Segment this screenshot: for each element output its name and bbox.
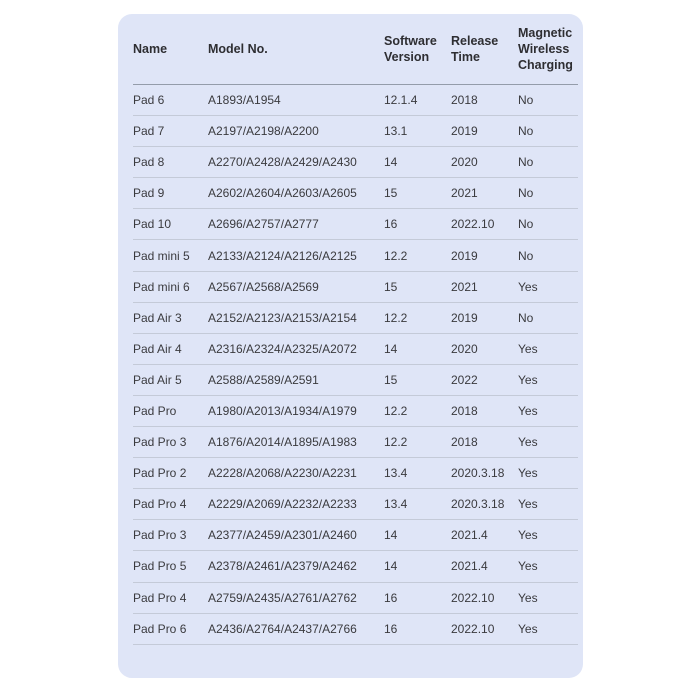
cell-release-time: 2020 (451, 155, 478, 170)
cell-model-no: A1893/A1954 (208, 93, 281, 108)
cell-model-no: A2316/A2324/A2325/A2072 (208, 341, 357, 356)
cell-software-version: 16 (384, 621, 398, 636)
cell-magnetic-charging: No (518, 155, 534, 170)
table-row (133, 551, 578, 582)
cell-name: Pad Pro 3 (133, 528, 187, 543)
cell-release-time: 2018 (451, 435, 478, 450)
table-row (133, 396, 578, 427)
cell-magnetic-charging: No (518, 93, 534, 108)
cell-software-version: 14 (384, 528, 398, 543)
table-row (133, 303, 578, 334)
column-header-model-no: Model No. (208, 41, 268, 56)
cell-magnetic-charging: Yes (518, 559, 538, 574)
table-row (133, 85, 578, 116)
cell-model-no: A1876/A2014/A1895/A1983 (208, 435, 357, 450)
cell-name: Pad 9 (133, 186, 165, 201)
cell-release-time: 2022.10 (451, 621, 495, 636)
cell-model-no: A2152/A2123/A2153/A2154 (208, 310, 357, 325)
cell-release-time: 2020.3.18 (451, 497, 505, 512)
table-row (133, 458, 578, 489)
cell-name: Pad 8 (133, 155, 165, 170)
cell-software-version: 15 (384, 186, 398, 201)
cell-software-version: 14 (384, 155, 398, 170)
cell-magnetic-charging: No (518, 310, 534, 325)
cell-software-version: 12.2 (384, 248, 408, 263)
cell-model-no: A2602/A2604/A2603/A2605 (208, 186, 357, 201)
cell-release-time: 2021.4 (451, 559, 488, 574)
cell-release-time: 2021 (451, 186, 478, 201)
cell-software-version: 16 (384, 590, 398, 605)
cell-magnetic-charging: Yes (518, 279, 538, 294)
table-header-row (133, 14, 578, 85)
cell-software-version: 12.1.4 (384, 93, 418, 108)
cell-name: Pad Pro 2 (133, 466, 187, 481)
cell-software-version: 13.1 (384, 124, 408, 139)
cell-software-version: 13.4 (384, 497, 408, 512)
cell-model-no: A2377/A2459/A2301/A2460 (208, 528, 357, 543)
cell-name: Pad Pro 5 (133, 559, 187, 574)
cell-model-no: A2197/A2198/A2200 (208, 124, 319, 139)
cell-model-no: A2567/A2568/A2569 (208, 279, 319, 294)
table-body (133, 85, 578, 645)
cell-release-time: 2022.10 (451, 590, 495, 605)
table-row (133, 520, 578, 551)
cell-magnetic-charging: Yes (518, 528, 538, 543)
cell-release-time: 2019 (451, 124, 478, 139)
cell-magnetic-charging: Yes (518, 590, 538, 605)
cell-release-time: 2022.10 (451, 217, 495, 232)
cell-model-no: A2270/A2428/A2429/A2430 (208, 155, 357, 170)
cell-model-no: A1980/A2013/A1934/A1979 (208, 403, 357, 418)
column-header-software-version: Software Version (384, 33, 437, 64)
cell-software-version: 15 (384, 279, 398, 294)
cell-name: Pad Pro 4 (133, 497, 187, 512)
cell-software-version: 12.2 (384, 403, 408, 418)
table-row (133, 116, 578, 147)
cell-software-version: 14 (384, 559, 398, 574)
cell-magnetic-charging: No (518, 186, 534, 201)
table-row (133, 240, 578, 271)
cell-name: Pad Air 5 (133, 372, 182, 387)
cell-name: Pad Pro (133, 403, 177, 418)
cell-release-time: 2022 (451, 372, 478, 387)
cell-model-no: A2378/A2461/A2379/A2462 (208, 559, 357, 574)
cell-software-version: 16 (384, 217, 398, 232)
spec-table (133, 14, 578, 645)
cell-name: Pad Pro 6 (133, 621, 187, 636)
table-row (133, 147, 578, 178)
cell-name: Pad Air 4 (133, 341, 182, 356)
cell-model-no: A2228/A2068/A2230/A2231 (208, 466, 357, 481)
cell-software-version: 12.2 (384, 435, 408, 450)
table-row (133, 209, 578, 240)
cell-software-version: 15 (384, 372, 398, 387)
spec-table-card (118, 14, 583, 678)
table-row (133, 365, 578, 396)
table-row (133, 614, 578, 645)
table-row (133, 272, 578, 303)
cell-magnetic-charging: No (518, 248, 534, 263)
cell-software-version: 13.4 (384, 466, 408, 481)
cell-release-time: 2018 (451, 93, 478, 108)
cell-magnetic-charging: Yes (518, 341, 538, 356)
cell-release-time: 2020.3.18 (451, 466, 505, 481)
column-header-magnetic-charging: Magnetic Wireless Charging (518, 25, 573, 73)
cell-release-time: 2019 (451, 248, 478, 263)
cell-release-time: 2021.4 (451, 528, 488, 543)
cell-model-no: A2696/A2757/A2777 (208, 217, 319, 232)
cell-magnetic-charging: Yes (518, 621, 538, 636)
cell-release-time: 2021 (451, 279, 478, 294)
cell-name: Pad Pro 3 (133, 435, 187, 450)
cell-name: Pad mini 6 (133, 279, 190, 294)
cell-magnetic-charging: Yes (518, 497, 538, 512)
cell-model-no: A2588/A2589/A2591 (208, 372, 319, 387)
cell-magnetic-charging: Yes (518, 403, 538, 418)
cell-model-no: A2229/A2069/A2232/A2233 (208, 497, 357, 512)
cell-magnetic-charging: No (518, 217, 534, 232)
table-row (133, 489, 578, 520)
cell-magnetic-charging: No (518, 124, 534, 139)
cell-name: Pad 7 (133, 124, 165, 139)
table-row (133, 427, 578, 458)
table-row (133, 178, 578, 209)
cell-release-time: 2020 (451, 341, 478, 356)
cell-software-version: 12.2 (384, 310, 408, 325)
table-row (133, 334, 578, 365)
cell-model-no: A2133/A2124/A2126/A2125 (208, 248, 357, 263)
cell-model-no: A2436/A2764/A2437/A2766 (208, 621, 357, 636)
cell-name: Pad mini 5 (133, 248, 190, 263)
cell-magnetic-charging: Yes (518, 435, 538, 450)
column-header-release-time: Release Time (451, 33, 499, 64)
cell-release-time: 2019 (451, 310, 478, 325)
cell-name: Pad Air 3 (133, 310, 182, 325)
cell-magnetic-charging: Yes (518, 466, 538, 481)
column-header-name: Name (133, 41, 168, 56)
cell-release-time: 2018 (451, 403, 478, 418)
cell-model-no: A2759/A2435/A2761/A2762 (208, 590, 357, 605)
cell-name: Pad 6 (133, 93, 165, 108)
cell-name: Pad 10 (133, 217, 172, 232)
cell-name: Pad Pro 4 (133, 590, 187, 605)
table-row (133, 583, 578, 614)
cell-magnetic-charging: Yes (518, 372, 538, 387)
cell-software-version: 14 (384, 341, 398, 356)
